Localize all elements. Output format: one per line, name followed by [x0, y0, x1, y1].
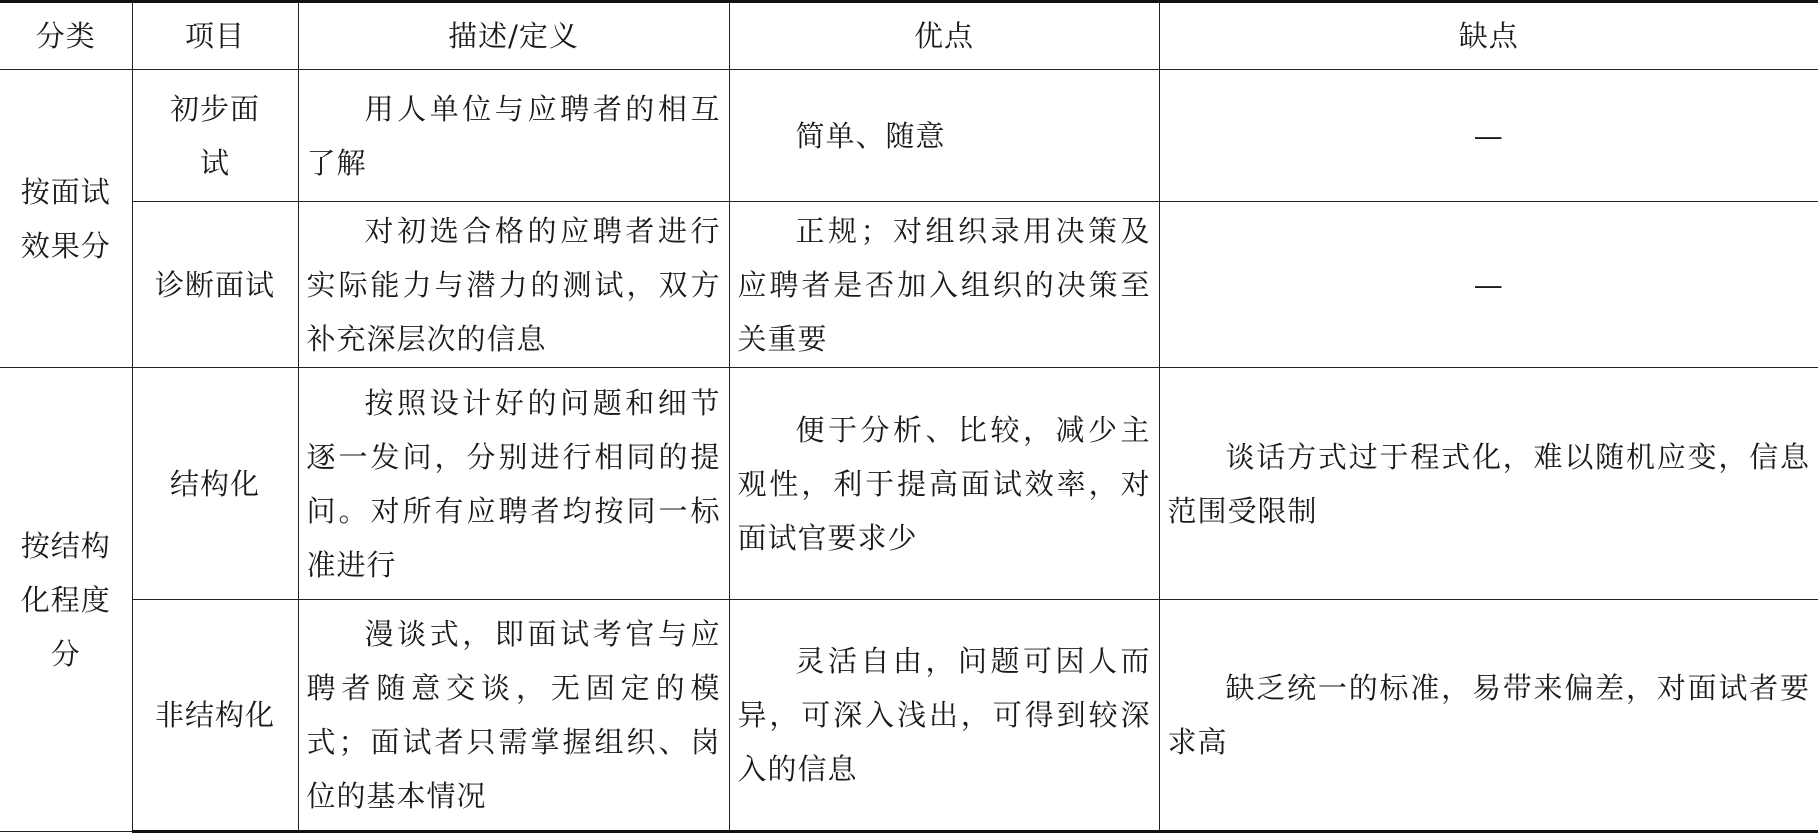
table-row — [0, 70, 1818, 202]
table-row — [0, 600, 1818, 832]
table-row — [0, 202, 1818, 368]
header-description: 描述/定义 — [298, 2, 729, 70]
header-row — [0, 2, 1818, 70]
category-cell: 按面试效果分 — [0, 70, 132, 368]
disadvantages-cell: — — [1159, 70, 1818, 202]
item-cell: 非结构化 — [132, 600, 298, 832]
advantages-cell: 正规；对组织录用决策及应聘者是否加入组织的决策至关重要 — [729, 202, 1159, 368]
item-cell: 初步面试 — [132, 70, 298, 202]
description-cell: 对初选合格的应聘者进行实际能力与潜力的测试，双方补充深层次的信息 — [298, 202, 729, 368]
category-cell: 按结构化程度分 — [0, 368, 132, 832]
header-advantages: 优点 — [729, 2, 1159, 70]
table-row — [0, 368, 1818, 600]
advantages-cell: 简单、随意 — [729, 70, 1159, 202]
item-cell: 结构化 — [132, 368, 298, 600]
header-category: 分类 — [0, 2, 132, 70]
description-cell: 按照设计好的问题和细节逐一发问，分别进行相同的提问。对所有应聘者均按同一标准进行 — [298, 368, 729, 600]
description-cell: 漫谈式，即面试考官与应聘者随意交谈，无固定的模式；面试者只需掌握组织、岗位的基本情况 — [298, 600, 729, 832]
header-item: 项目 — [132, 2, 298, 70]
disadvantages-cell: 缺乏统一的标准，易带来偏差，对面试者要求高 — [1159, 600, 1818, 832]
disadvantages-cell: — — [1159, 202, 1818, 368]
description-cell: 用人单位与应聘者的相互了解 — [298, 70, 729, 202]
disadvantages-cell: 谈话方式过于程式化，难以随机应变，信息范围受限制 — [1159, 368, 1818, 600]
advantages-cell: 便于分析、比较，减少主观性，利于提高面试效率，对面试官要求少 — [729, 368, 1159, 600]
header-disadvantages: 缺点 — [1159, 2, 1818, 70]
advantages-cell: 灵活自由，问题可因人而异，可深入浅出，可得到较深入的信息 — [729, 600, 1159, 832]
item-cell: 诊断面试 — [132, 202, 298, 368]
